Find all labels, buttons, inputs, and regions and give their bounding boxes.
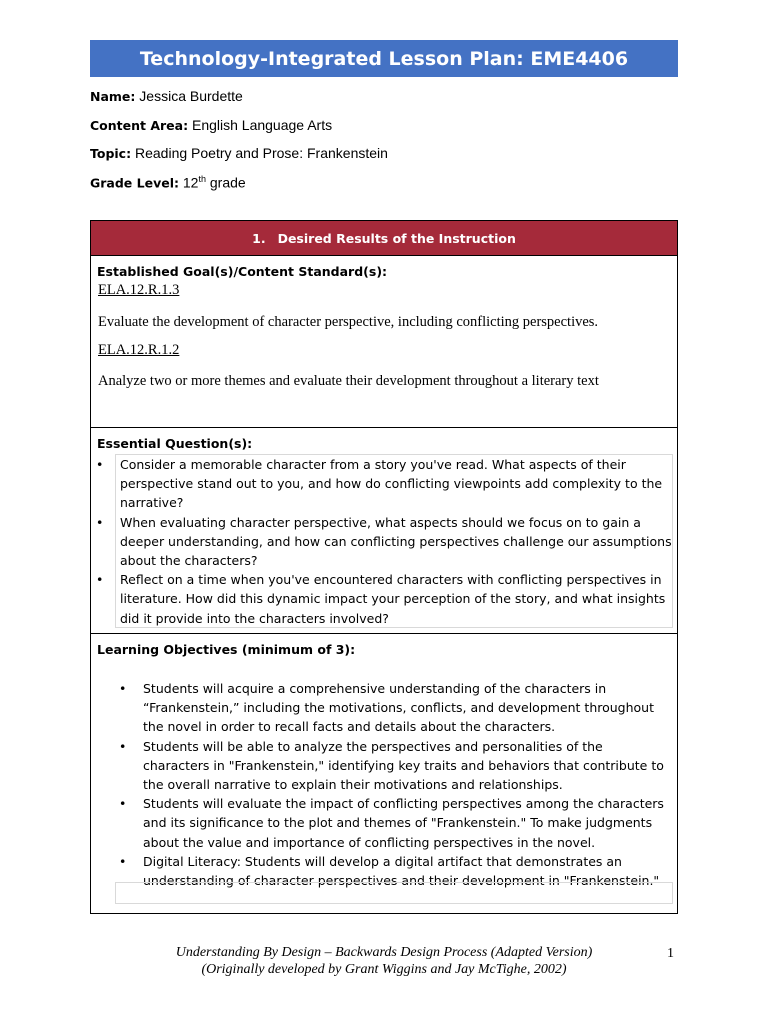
list-item: • Students will acquire a comprehensive understanding of the characters in “Frankenstein,” including the motivations, conflicts, and development throughout the novel in order to recall facts and details about the characters. [119,681,654,735]
content-area-label: Content Area: [90,118,189,133]
section-title: Desired Results of the Instruction [277,230,516,246]
topic-value: Reading Poetry and Prose: Frankenstein [135,145,388,161]
standard-code-2: ELA.12.R.1.2 [98,342,180,358]
empty-box [115,882,673,904]
objectives-list [115,679,673,890]
grade-level-label: Grade Level: [90,175,179,191]
content-area-value: English Language Arts [191,117,333,133]
topic-line [90,145,388,161]
grade-number: 12 [182,174,199,191]
essential-questions-label: Essential Question(s): [97,436,253,451]
name-value: Jessica Burdette [139,88,243,104]
topic-label: Topic: [90,146,132,161]
desired-results-section [90,220,678,914]
learning-objectives-row [91,634,677,914]
list-item: • Students will evaluate the impact of conflicting perspectives among the characters and its significance to the plot and themes of "Frankenstein." To make judgments about the value and importance of conflicting perspectives in the novel. [119,796,664,850]
questions-box [96,454,673,628]
page-number: 1 [667,946,674,961]
list-item: • Digital Literacy: Students will develop a digital artifact that demonstrates an understanding of character perspectives and their development in "Frankenstein." [119,853,660,889]
document-title: Technology-Integrated Lesson Plan: EME4406 [90,40,678,77]
list-item: • Reflect on a time when you've encountered characters with conflicting perspectives in literature. How did this dynamic impact your perception of the story, and what insights did it provide into the characters involved? [96,572,666,626]
standard-code-1: ELA.12.R.1.3 [98,282,180,298]
learning-objectives-label: Learning Objectives (minimum of 3): [97,642,356,657]
standard-text-1: Evaluate the development of character perspective, including conflicting perspectives. [98,314,599,330]
questions-list [92,455,672,628]
list-item: • Students will be able to analyze the perspectives and personalities of the characters in "Frankenstein," identifying key traits and behaviors that contribute to the overall narrative to explain their motivations and relationships. [119,738,664,793]
goals-label: Established Goal(s)/Content Standard(s): [97,264,388,279]
footer [0,944,768,978]
content-area-line [90,117,332,133]
name-line [90,88,243,104]
standard-text-2: Analyze two or more themes and evaluate their development throughout a literary text [98,373,599,389]
grade-suffix-sup: th [198,174,206,184]
goals-row [91,256,677,428]
essential-questions-row [91,428,677,634]
name-label: Name: [90,89,136,104]
list-item: • Consider a memorable character from a story you've read. What aspects of their perspective stand out to you, and how do conflicting viewpoints add complexity to the narrative? [96,457,663,511]
section-number: 1. [252,230,266,246]
grade-suffix: grade [209,174,246,191]
footer-line-1: Understanding By Design – Backwards Design Process (Adapted Version) [175,945,593,960]
grade-level-line [90,174,246,191]
footer-line-2: (Originally developed by Grant Wiggins and Jay McTighe, 2002) [201,962,567,977]
section-header [91,221,677,256]
list-item: • When evaluating character perspective, what aspects should we focus on to gain a deeper understanding, and how can conflicting perspectives challenge our assumptions about the characters? [96,514,672,569]
